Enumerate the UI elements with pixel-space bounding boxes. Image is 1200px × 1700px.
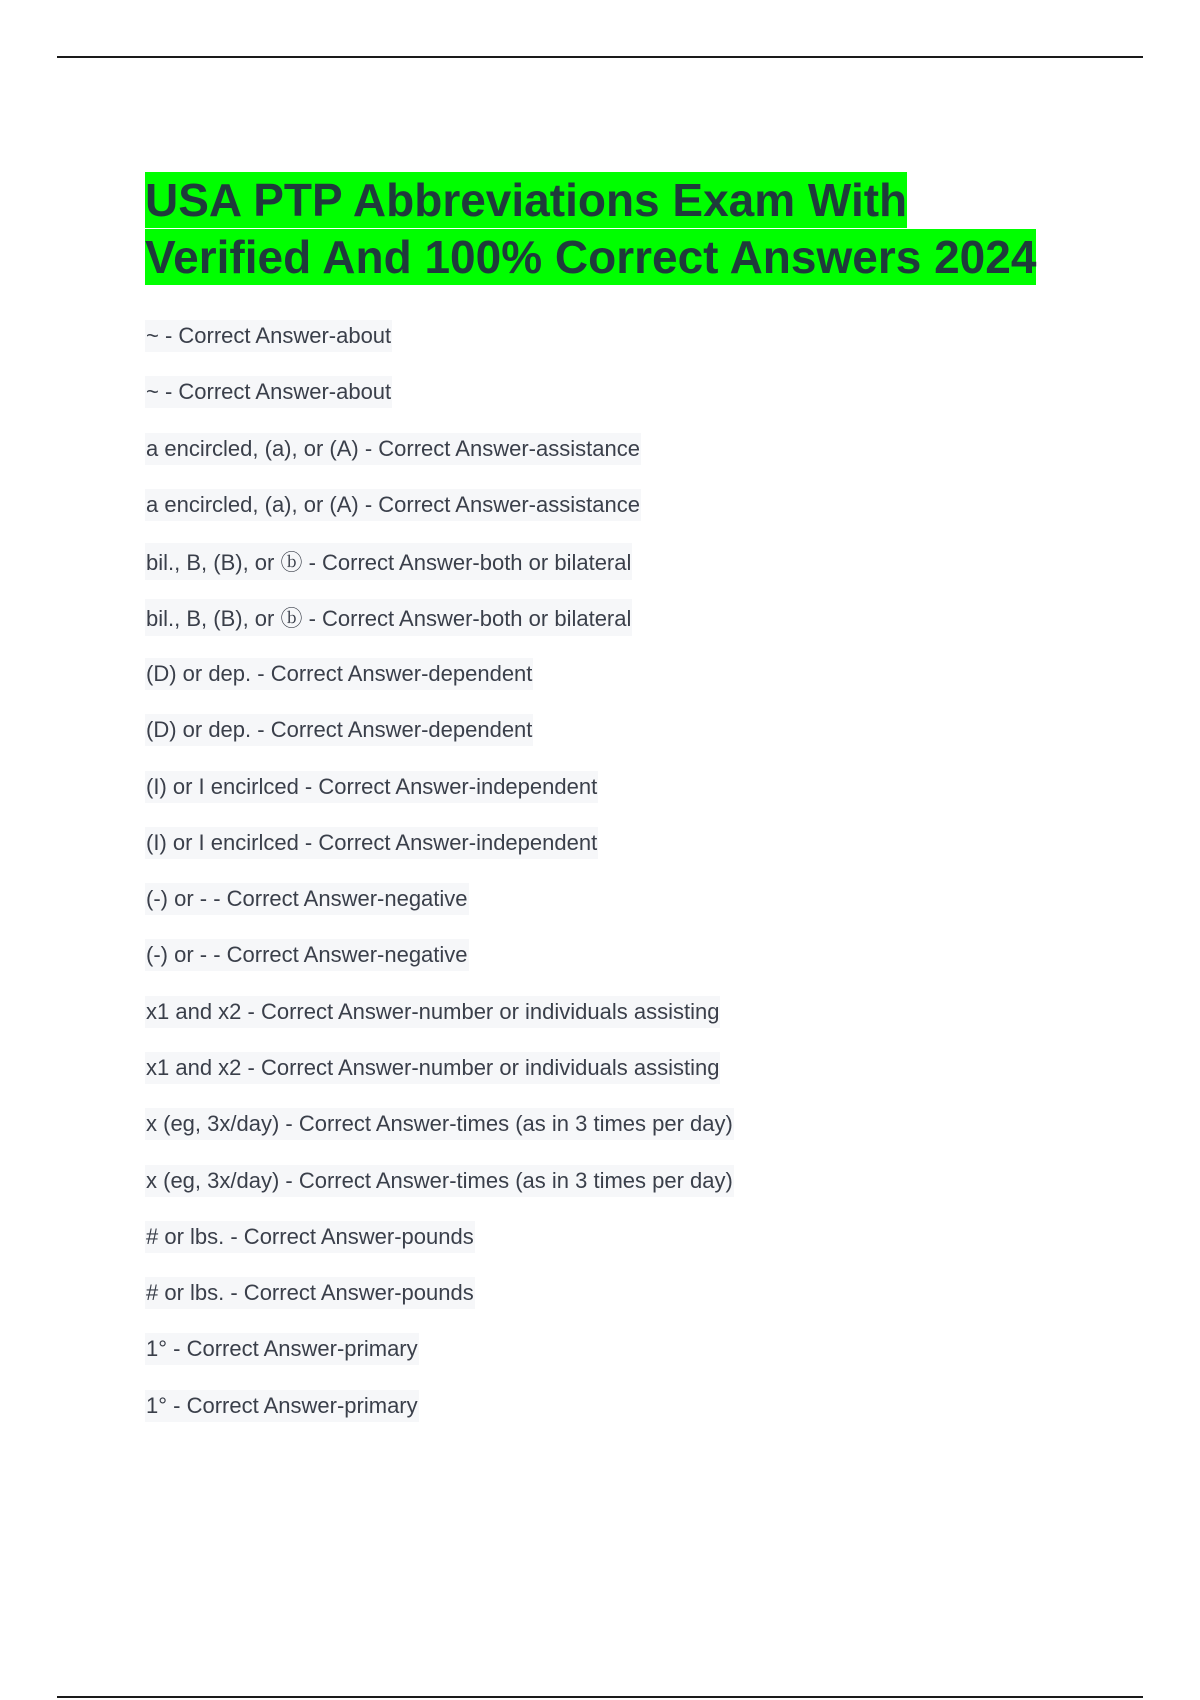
list-item — [145, 477, 1090, 533]
document-body — [145, 172, 1090, 1434]
list-item — [145, 589, 1090, 645]
footer-rule — [57, 1696, 1143, 1698]
list-item — [145, 871, 1090, 927]
document-title — [145, 172, 1090, 286]
entry-text: a encircled, (a), or (A) - Correct Answer-assistance — [145, 433, 641, 465]
list-item — [145, 1152, 1090, 1208]
list-item — [145, 1209, 1090, 1265]
list-item — [145, 927, 1090, 983]
title-line-2: Verified And 100% Correct Answers 2024 — [145, 231, 1037, 283]
entry-text: x (eg, 3x/day) - Correct Answer-times (as in 3 times per day) — [145, 1108, 734, 1140]
list-item — [145, 421, 1090, 477]
entry-text: x (eg, 3x/day) - Correct Answer-times (as in 3 times per day) — [145, 1165, 734, 1197]
list-item — [145, 646, 1090, 702]
entry-text: # or lbs. - Correct Answer-pounds — [145, 1277, 475, 1309]
entry-text: 1° - Correct Answer-primary — [145, 1390, 419, 1422]
entry-text: (-) or - - Correct Answer-negative — [145, 939, 469, 971]
list-item — [145, 364, 1090, 420]
list-item — [145, 758, 1090, 814]
entry-text: a encircled, (a), or (A) - Correct Answer-assistance — [145, 489, 641, 521]
entry-text: (D) or dep. - Correct Answer-dependent — [145, 714, 533, 746]
entry-text: (D) or dep. - Correct Answer-dependent — [145, 658, 533, 690]
list-item — [145, 815, 1090, 871]
abbreviation-list — [145, 308, 1090, 1434]
entry-text: x1 and x2 - Correct Answer-number or individuals assisting — [145, 996, 720, 1028]
list-item — [145, 1040, 1090, 1096]
list-item — [145, 1265, 1090, 1321]
entry-text: (I) or I encirlced - Correct Answer-independent — [145, 827, 598, 859]
entry-text: (-) or - - Correct Answer-negative — [145, 883, 469, 915]
header-rule — [57, 56, 1143, 58]
list-item — [145, 984, 1090, 1040]
entry-text: bil., B, (B), or ⓑ - Correct Answer-both or bilateral — [145, 599, 632, 636]
entry-text: bil., B, (B), or ⓑ - Correct Answer-both or bilateral — [145, 543, 632, 580]
list-item — [145, 533, 1090, 589]
list-item — [145, 1096, 1090, 1152]
entry-text: x1 and x2 - Correct Answer-number or individuals assisting — [145, 1052, 720, 1084]
entry-text: ~ - Correct Answer-about — [145, 376, 392, 408]
entry-text: (I) or I encirlced - Correct Answer-independent — [145, 771, 598, 803]
entry-text: # or lbs. - Correct Answer-pounds — [145, 1221, 475, 1253]
list-item — [145, 1321, 1090, 1377]
title-line-1: USA PTP Abbreviations Exam With — [145, 174, 908, 226]
list-item — [145, 702, 1090, 758]
list-item — [145, 1378, 1090, 1434]
entry-text: ~ - Correct Answer-about — [145, 320, 392, 352]
entry-text: 1° - Correct Answer-primary — [145, 1333, 419, 1365]
list-item — [145, 308, 1090, 364]
